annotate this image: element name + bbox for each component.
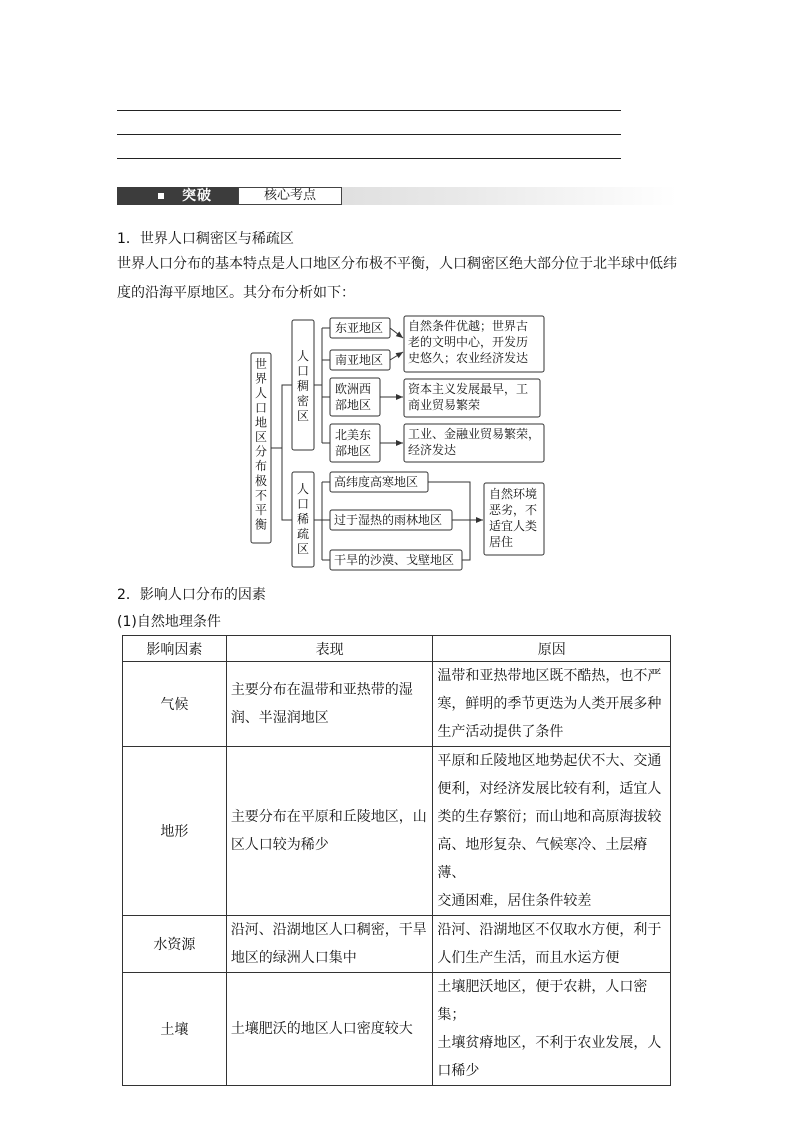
root-label-char: 布 [254, 459, 268, 474]
table-row [123, 916, 671, 973]
intro-line-1: 世界人口分布的基本特点是人口地区分布极不平衡，人口稠密区绝大部分位于北半球中低纬 [117, 256, 677, 272]
reason-cell [433, 747, 671, 916]
root-label-char: 口 [254, 400, 268, 415]
root-label-char: 世 [254, 357, 268, 371]
dense-reason-label: 经济发达 [408, 443, 457, 457]
factor-cell: 气候 [123, 662, 227, 747]
sparse-label-char: 人 [296, 482, 310, 496]
header-performance: 表现 [226, 636, 433, 662]
performance-line: 土壤肥沃的地区人口密度较大 [230, 1021, 413, 1037]
sparse-region-label: 过于湿热的雨林地区 [334, 513, 443, 527]
factor-cell: 水资源 [123, 916, 227, 973]
sparse-reason-label: 恶劣，不 [489, 503, 538, 517]
reason-line: 温带和亚热带地区既不酷热，也不严 [437, 668, 662, 684]
reason-line: 生产活动提供了条件 [437, 724, 564, 740]
root-label-char: 人 [254, 386, 268, 401]
root-label-char: 不 [254, 488, 268, 503]
reason-line: 土壤肥沃地区，便于农耕，人口密集； [437, 979, 648, 1023]
dense-reason-label: 自然条件优越；世界古 [408, 319, 529, 333]
reason-line: 人们生产生活，而且水运方便 [437, 950, 620, 966]
factors-table [122, 635, 671, 1086]
factor-cell: 地形 [123, 747, 227, 916]
section-header-title: 突破 [182, 188, 212, 204]
header-reason: 原因 [433, 636, 671, 662]
section-header-subtitle: 核心考点 [238, 187, 342, 205]
table-row [123, 747, 671, 916]
performance-line: 沿河、沿湖地区人口稠密，干旱 [230, 922, 427, 938]
performance-line: 地区的绿洲人口集中 [230, 950, 357, 966]
dense-region-label: 南亚地区 [335, 353, 384, 367]
dense-label-char: 人 [296, 349, 310, 363]
table-row [123, 662, 671, 747]
header-factor: 影响因素 [123, 636, 227, 662]
subheading-natural-conditions: (1)自然地理条件 [117, 614, 221, 630]
dense-region-label: 欧洲西 [335, 382, 372, 396]
root-label-char: 区 [254, 430, 268, 444]
performance-cell [226, 973, 433, 1086]
reason-line: 平原和丘陵地区地势起伏不大、交通 [437, 753, 662, 769]
sparse-label-char: 口 [296, 497, 310, 511]
reason-line: 土壤贫瘠地区，不利于农业发展，人 [437, 1035, 662, 1051]
intro-line-2: 度的沿海平原地区。其分布分析如下： [117, 285, 355, 301]
reason-line: 便利，对经济发展比较有利，适宜人 [437, 781, 662, 797]
factor-cell: 土壤 [123, 973, 227, 1086]
performance-line: 区人口较为稀少 [230, 837, 329, 853]
dense-region-label: 东亚地区 [335, 321, 384, 335]
reason-line: 口稀少 [437, 1063, 480, 1079]
sparse-region-label: 干旱的沙漠、戈壁地区 [334, 553, 455, 567]
table-row [123, 973, 671, 1086]
table-header-row [123, 636, 671, 662]
root-label-char: 极 [254, 473, 268, 488]
performance-line: 润、半湿润地区 [230, 710, 329, 726]
dense-label-char: 稠 [296, 379, 310, 393]
performance-line: 主要分布在平原和丘陵地区，山 [230, 809, 427, 825]
performance-line: 主要分布在温带和亚热带的湿 [230, 682, 413, 698]
performance-cell [226, 662, 433, 747]
sparse-label-char: 区 [296, 542, 310, 556]
dense-reason-label: 工业、金融业贸易繁荣， [408, 427, 541, 441]
reason-line: 类的生存繁衍；而山地和高原海拔较 [437, 809, 662, 825]
dense-reason-label: 老的文明中心，开发历 [408, 335, 529, 349]
sparse-label-char: 疏 [296, 527, 310, 541]
dense-reason-label: 商业贸易繁荣 [408, 398, 481, 412]
reason-line: 交通困难，居住条件较差 [437, 893, 592, 909]
root-label-char: 地 [254, 415, 268, 430]
heading-influencing-factors: 2．影响人口分布的因素 [117, 587, 266, 603]
dense-label-char: 口 [296, 364, 310, 378]
dense-region-label: 部地区 [335, 444, 372, 458]
reason-line: 沿河、沿湖地区不仅取水方便，利于 [437, 922, 662, 938]
reason-line: 寒，鲜明的季节更迭为人类开展多种 [437, 696, 662, 712]
root-label-char: 平 [254, 503, 268, 517]
heading-population-density: 1．世界人口稠密区与稀疏区 [117, 231, 294, 247]
dense-label-char: 密 [296, 394, 310, 408]
reason-cell [433, 916, 671, 973]
sparse-region-label: 高纬度高寒地区 [334, 475, 419, 489]
reason-line: 高、地形复杂、气候寒冷、土层瘠薄、 [437, 837, 648, 881]
reason-cell [433, 662, 671, 747]
dense-region-label: 部地区 [335, 398, 372, 412]
dense-region-label: 北美东 [335, 428, 372, 442]
sparse-reason-label: 适宜人类 [489, 519, 538, 533]
performance-cell [226, 916, 433, 973]
sparse-reason-label: 居住 [489, 535, 514, 549]
reason-cell [433, 973, 671, 1086]
dense-label-char: 区 [296, 409, 310, 423]
dense-reason-label: 史悠久；农业经济发达 [408, 351, 529, 365]
root-label-char: 分 [254, 444, 268, 459]
performance-cell [226, 747, 433, 916]
dense-reason-label: 资本主义发展最早，工 [408, 382, 529, 396]
sparse-label-char: 稀 [296, 512, 310, 526]
root-label-char: 衡 [254, 517, 268, 532]
sparse-reason-label: 自然环境 [489, 487, 538, 501]
root-label-char: 界 [254, 371, 268, 386]
